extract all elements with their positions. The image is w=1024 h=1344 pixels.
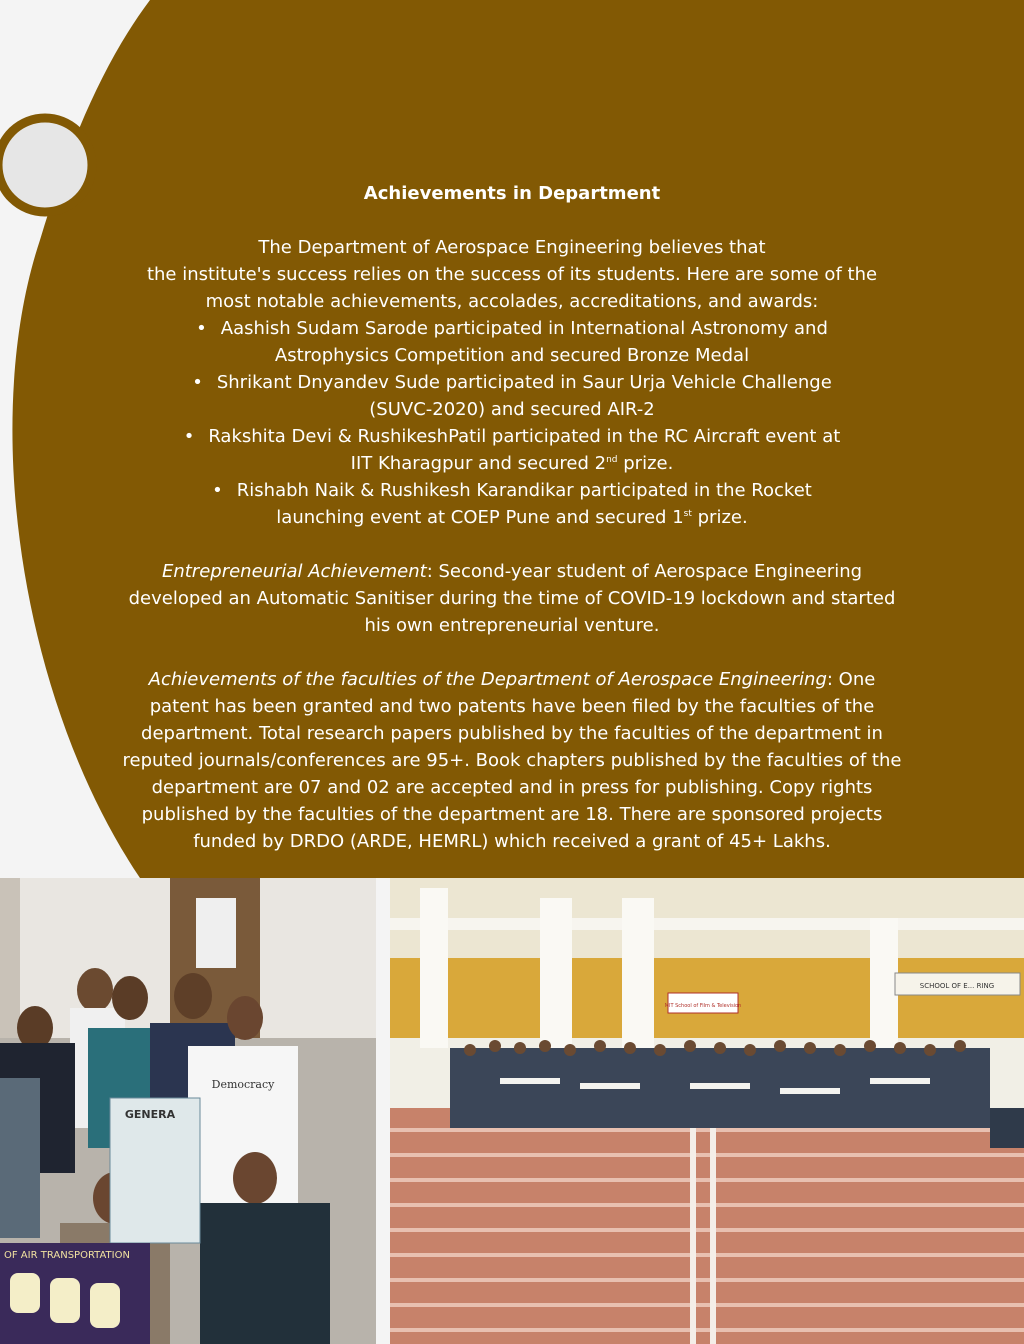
group-steps-photo: [390, 878, 1024, 1344]
list-item: [80, 423, 944, 477]
item-line: launching event at COEP Pune and secured 1: [276, 507, 684, 528]
achievement-list: [80, 315, 944, 531]
faculty-line: patent has been granted and two patents have been filed by the faculties of the: [149, 696, 875, 717]
faculty-line: published by the faculties of the department are 18. There are sponsored projects: [141, 804, 883, 825]
faculty-line: reputed journals/conferences are 95+. Book chapters published by the faculties of the: [122, 750, 902, 771]
item-line: Rishabh Naik & Rushikesh Karandikar participated in the Rocket: [236, 480, 812, 501]
faculty-line: department. Total research papers published by the faculties of the department in: [141, 723, 883, 744]
intro-line: most notable achievements, accolades, accreditations, and awards:: [205, 291, 819, 312]
students-poster-photo: [0, 878, 376, 1344]
entrepreneurial-text: : Second-year student of Aerospace Engineering: [426, 561, 863, 582]
intro-line: the institute's success relies on the success of its students. Here are some of the: [146, 264, 878, 285]
poster-text-top: GENERA: [124, 1108, 176, 1121]
item-line: (SUVC-2020) and secured AIR-2: [369, 399, 655, 420]
faculty-line: department are 07 and 02 are accepted and in press for publishing. Copy rights: [151, 777, 873, 798]
sign-text: SCHOOL OF E... RING: [919, 982, 995, 990]
main-content: [80, 176, 944, 855]
banner-text: MIT School of Film & Television: [664, 1003, 742, 1009]
faculty-text: : One: [826, 669, 876, 690]
poster-text-bottom: OF AIR TRANSPORTATION: [4, 1250, 130, 1261]
item-line: Astrophysics Competition and secured Bronze Medal: [274, 345, 750, 366]
item-tail: prize.: [691, 507, 748, 528]
ordinal-suffix: st: [683, 509, 692, 519]
list-item: [80, 477, 944, 531]
item-tail: prize.: [617, 453, 674, 474]
item-line: IIT Kharagpur and secured 2: [350, 453, 607, 474]
list-item: [80, 369, 944, 423]
shirt-text: Democracy: [211, 1078, 275, 1091]
faculty-label: Achievements of the faculties of the Department of Aerospace Engineering: [148, 669, 827, 690]
bullet-icon: •: [212, 480, 223, 501]
entrepreneurial-paragraph: [80, 558, 944, 639]
item-line: Shrikant Dnyandev Sude participated in Saur Urja Vehicle Challenge: [216, 372, 832, 393]
faculty-paragraph: [80, 666, 944, 855]
entrepreneurial-label: Entrepreneurial Achievement: [161, 561, 427, 582]
entrepreneurial-line: his own entrepreneurial venture.: [364, 615, 660, 636]
section-heading: Achievements in Department: [363, 183, 661, 204]
list-item: [80, 315, 944, 369]
bullet-icon: •: [196, 318, 207, 339]
bullet-icon: •: [192, 372, 203, 393]
entrepreneurial-line: developed an Automatic Sanitiser during the time of COVID-19 lockdown and started: [128, 588, 896, 609]
item-line: Aashish Sudam Sarode participated in International Astronomy and: [220, 318, 828, 339]
item-line: Rakshita Devi & RushikeshPatil participated in the RC Aircraft event at: [208, 426, 841, 447]
intro-line: The Department of Aerospace Engineering believes that: [258, 237, 766, 258]
bullet-icon: •: [183, 426, 195, 447]
intro-paragraph: [80, 234, 944, 315]
faculty-line: funded by DRDO (ARDE, HEMRL) which received a grant of 45+ Lakhs.: [193, 831, 831, 852]
ordinal-suffix: nd: [606, 455, 618, 465]
